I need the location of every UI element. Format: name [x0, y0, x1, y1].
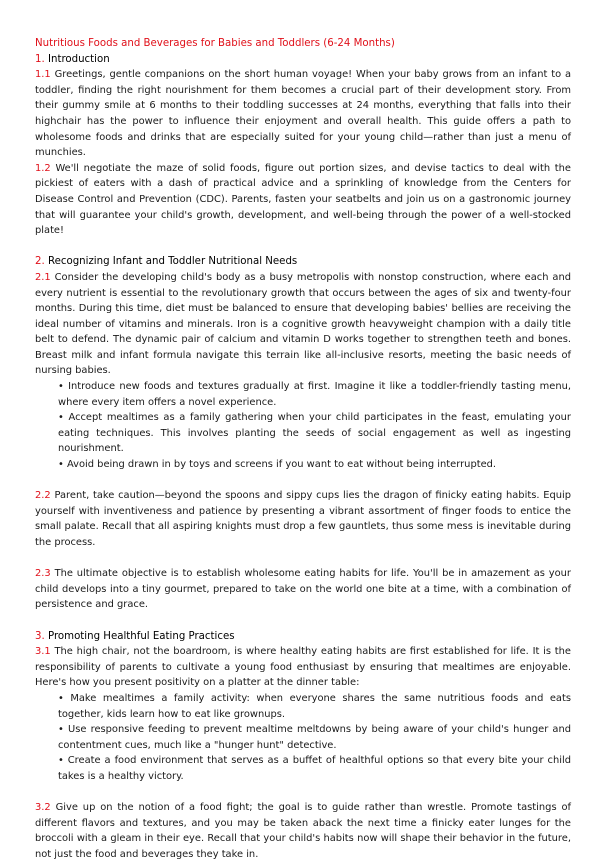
bullet-list-2-1: [35, 379, 571, 473]
paragraph-1-1: [35, 67, 571, 161]
paragraph-text: Give up on the notion of a food fight; the goal is to guide rather than wrestle. Promote tastings of different flavors and textures, and you may be taken aback the next time a finicky eater lunges for the broccoli with a gleam in their eye. Recall that your child's habits now will shape their behavior in the future, not just the food and beverages they take in.: [35, 802, 571, 860]
spacer: [35, 473, 571, 489]
list-item: • Accept mealtimes as a family gathering when your child participates in the feast, emulating your eating techniques. This involves planting the seeds of social engagement as well as ingesting nourishment.: [58, 412, 571, 455]
section-number: 1.: [35, 53, 45, 65]
paragraph-3-2: [35, 800, 571, 862]
paragraph-text: We'll negotiate the maze of solid foods, figure out portion sizes, and devise tactics to deal with the pickiest of eaters with a dash of practical advice and a sprinkling of knowledge from the Centers for Disease Control and Prevention (CDC). Parents, fasten your seatbelts and join us on a gastronomic journey that will guarantee your child's growth, development, and well-being through the power of a well-stocked plate!: [35, 162, 572, 237]
section-heading-introduction: [35, 52, 571, 68]
section-number: 3.: [35, 630, 45, 642]
list-item: • Create a food environment that serves as a buffet of healthful options so that every bite your child takes is a healthy victory.: [58, 755, 571, 782]
bullet-list-3-1: [35, 691, 571, 785]
section-number: 2.: [35, 256, 45, 268]
spacer: [35, 551, 571, 567]
section-title: Recognizing Infant and Toddler Nutritional Needs: [47, 256, 298, 268]
paragraph-number: 2.2: [35, 490, 51, 502]
list-item: • Make mealtimes a family activity: when everyone shares the same nutritious foods and eats together, kids learn how to eat like grownups.: [58, 692, 571, 720]
paragraph-text: The ultimate objective is to establish wholesome eating habits for life. You'll be in amazement as your child develops into a tiny gourmet, prepared to take on the world one bite at a time, with a combination of persistence and grace.: [35, 568, 571, 611]
paragraph-text: Greetings, gentle companions on the short human voyage! When your baby grows from an infant to a toddler, finding the right nourishment for them becomes a crucial part of their development story. From their gummy smile at 6 months to their toddling successes at 24 months, everything that falls into their highchair has the power to influence their enjoyment and overall health. This guide offers a path to wholesome foods and drinks that are especially suited for your young child—rather than just a menu of munchies.: [35, 69, 572, 159]
section-title: Promoting Healthful Eating Practices: [47, 630, 235, 642]
spacer: [35, 239, 571, 255]
paragraph-text: The high chair, not the boardroom, is where healthy eating habits are first established for life. It is the responsibility of parents to cultivate a young food enthusiast by ensuring that mealtimes are enjoyable. Here's how you present positivity on a platter at the dinner table:: [35, 646, 572, 689]
section-heading-nutritional-needs: [35, 254, 571, 270]
list-item: • Avoid being drawn in by toys and screens if you want to eat without being interrupted.: [58, 459, 497, 471]
list-item: • Introduce new foods and textures gradually at first. Imagine it like a toddler-friendly tasting menu, where every item offers a novel experience.: [58, 381, 571, 408]
spacer: [35, 785, 571, 801]
list-item: • Use responsive feeding to prevent mealtime meltdowns by being aware of your child's hunger and contentment cues, much like a "hunger hunt" detective.: [58, 724, 571, 751]
paragraph-number: 1.2: [35, 162, 51, 174]
paragraph-number: 3.1: [35, 646, 51, 658]
section-heading-healthful-eating: [35, 629, 571, 645]
spacer: [35, 613, 571, 629]
section-title: Introduction: [47, 53, 110, 65]
paragraph-2-3: [35, 566, 571, 613]
paragraph-number: 2.3: [35, 568, 51, 580]
paragraph-number: 3.2: [35, 802, 51, 814]
paragraph-1-2: [35, 161, 571, 239]
paragraph-text: Consider the developing child's body as a busy metropolis with nonstop construction, where each and every nutrient is essential to the revolutionary growth that occurs between the ages of six and twenty-four months. During this time, diet must be balanced to ensure that developing babies' bellies are receiving the ideal number of vitamins and minerals. Iron is a cognitive growth heavyweight champion with a daily title belt to defend. The dynamic pair of calcium and vitamin D works together to strengthen teeth and bones. Breast milk and infant formula navigate this terrain like all-inclusive resorts, meeting the basic needs of nursing babies.: [35, 271, 571, 377]
paragraph-text: Parent, take caution—beyond the spoons and sippy cups lies the dragon of finicky eating habits. Equip yourself with inventiveness and patience by presenting a vibrant assortment of finger foods to entice the small palate. Recall that all aspiring knights must drop a few gauntlets, thus some mess is inevitable during the process.: [35, 490, 572, 548]
paragraph-2-2: [35, 488, 571, 550]
paragraph-number: 1.1: [35, 69, 51, 81]
paragraph-3-1: [35, 644, 571, 691]
paragraph-2-1: [35, 270, 571, 379]
document-page: [35, 36, 571, 862]
paragraph-number: 2.1: [35, 271, 51, 283]
document-title: Nutritious Foods and Beverages for Babies and Toddlers (6-24 Months): [35, 38, 395, 49]
